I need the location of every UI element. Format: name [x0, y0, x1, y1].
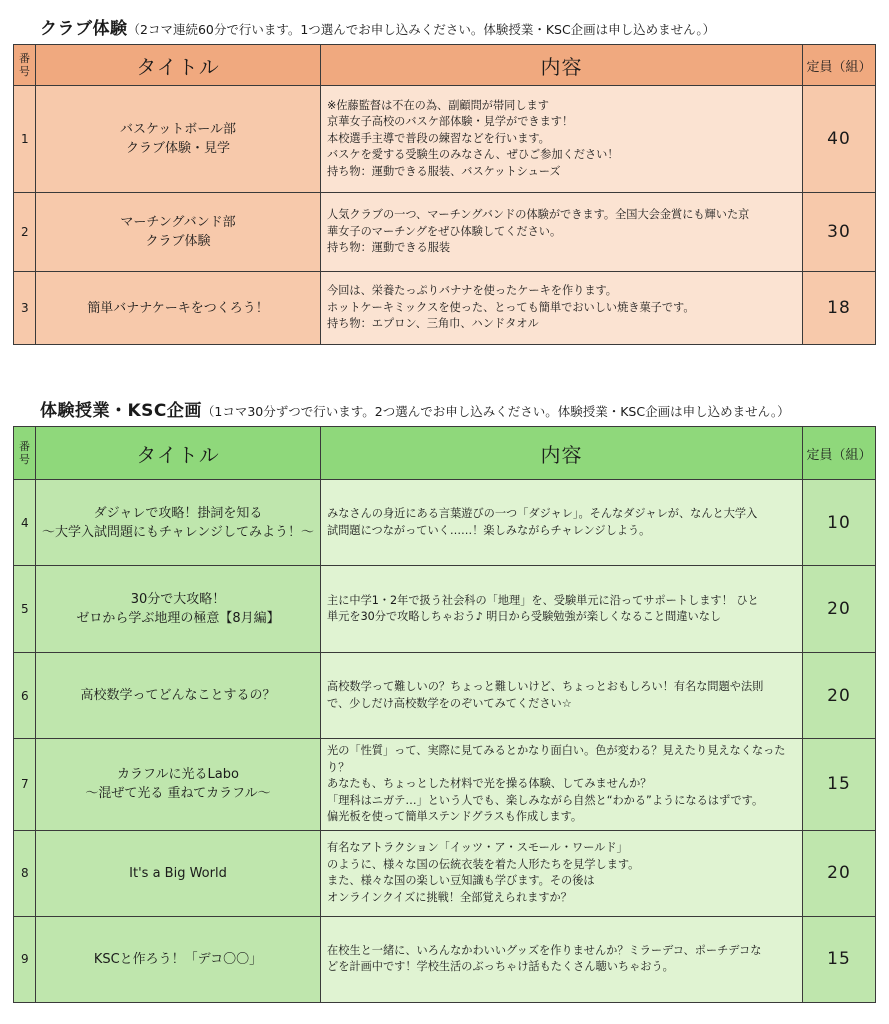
row-number: 5 — [14, 566, 36, 653]
row-title: マーチングバンド部 クラブ体験 — [36, 193, 321, 272]
row-title: It's a Big World — [36, 830, 321, 916]
row-content: 高校数学って難しいの？ちょっと難しいけど、ちょっとおもしろい！有名な問題や法則 で、少しだけ高校数学をのぞいてみてください☆ — [321, 653, 803, 739]
row-title: ダジャレで攻略！掛詞を知る ～大学入試問題にもチャレンジしてみよう！～ — [36, 480, 321, 566]
row-number: 3 — [14, 272, 36, 345]
content-header: 内容 — [321, 45, 803, 86]
table-row — [14, 86, 876, 193]
trial-section-heading: 体験授業・KSC企画 — [40, 401, 202, 421]
row-number: 1 — [14, 86, 36, 193]
club-section-title — [40, 14, 715, 39]
num-header: 番 号 — [14, 427, 36, 480]
row-number: 4 — [14, 480, 36, 566]
row-content: みなさんの身近にある言葉遊びの一つ「ダジャレ」。そんなダジャレが、なんと大学入 試問題につながっていく……！楽しみながらチャレンジしよう。 — [321, 480, 803, 566]
row-number: 6 — [14, 653, 36, 739]
row-title: バスケットボール部 クラブ体験・見学 — [36, 86, 321, 193]
row-number: 2 — [14, 193, 36, 272]
table-row — [14, 830, 876, 916]
row-number: 9 — [14, 916, 36, 1002]
club-section-heading: クラブ体験 — [40, 19, 128, 39]
row-title: KSCと作ろう！「デコ〇〇」 — [36, 916, 321, 1002]
row-content: 人気クラブの一つ、マーチングバンドの体験ができます。全国大会金賞にも輝いた京 華女子のマーチングをぜひ体験してください。 持ち物：運動できる服装 — [321, 193, 803, 272]
num-header: 番 号 — [14, 45, 36, 86]
trial-section-note: （1コマ30分ずつで行います。2つ選んでお申し込みください。体験授業・KSC企画は申し込めません。） — [201, 404, 790, 419]
row-capacity: 40 — [803, 86, 876, 193]
row-capacity: 10 — [803, 480, 876, 566]
title-header: タイトル — [36, 45, 321, 86]
row-number: 7 — [14, 739, 36, 831]
trial-section-title — [40, 396, 790, 421]
row-content: ※佐藤監督は不在の為、副顧問が帯同します 京華女子高校のバスケ部体験・見学ができます！ 本校選手主導で普段の練習などを行います。 バスケを愛する受験生のみなさん、ぜひご参加ください！ 持ち物：運動できる服装、バスケットシューズ — [321, 86, 803, 193]
row-number: 8 — [14, 830, 36, 916]
table-row — [14, 916, 876, 1002]
row-title: 30分で大攻略！ ゼロから学ぶ地理の極意【8月編】 — [36, 566, 321, 653]
club-header-row — [14, 45, 876, 86]
row-capacity: 20 — [803, 830, 876, 916]
table-row — [14, 739, 876, 831]
content-header: 内容 — [321, 427, 803, 480]
row-capacity: 15 — [803, 739, 876, 831]
row-title: カラフルに光るLabo ～混ぜて光る 重ねてカラフル～ — [36, 739, 321, 831]
row-content: 在校生と一緒に、いろんなかわいいグッズを作りませんか？ミラーデコ、ポーチデコな どを計画中です！学校生活のぶっちゃけ話もたくさん聴いちゃおう。 — [321, 916, 803, 1002]
trial-header-row — [14, 427, 876, 480]
capacity-header: 定員（組） — [803, 45, 876, 86]
table-row — [14, 653, 876, 739]
row-content: 今回は、栄養たっぷりバナナを使ったケーキを作ります。 ホットケーキミックスを使った、とっても簡単でおいしい焼き菓子です。 持ち物：エプロン、三角巾、ハンドタオル — [321, 272, 803, 345]
table-row — [14, 566, 876, 653]
row-capacity: 18 — [803, 272, 876, 345]
table-row — [14, 193, 876, 272]
table-row — [14, 480, 876, 566]
club-table — [13, 44, 876, 345]
table-row — [14, 272, 876, 345]
trial-table — [13, 426, 876, 1003]
row-title: 簡単バナナケーキをつくろう！ — [36, 272, 321, 345]
row-capacity: 20 — [803, 653, 876, 739]
club-section-note: （2コマ連続60分で行います。1つ選んでお申し込みください。体験授業・KSC企画は申し込めません。） — [127, 22, 716, 37]
row-title: 高校数学ってどんなことするの？ — [36, 653, 321, 739]
title-header: タイトル — [36, 427, 321, 480]
row-capacity: 15 — [803, 916, 876, 1002]
row-capacity: 20 — [803, 566, 876, 653]
row-content: 有名なアトラクション「イッツ・ア・スモール・ワールド」 のように、様々な国の伝統衣装を着た人形たちを見学します。 また、様々な国の楽しい豆知識も学びます。その後は オンラインクイズに挑戦！全部覚えられますか？ — [321, 830, 803, 916]
capacity-header: 定員（組） — [803, 427, 876, 480]
row-content: 光の「性質」って、実際に見てみるとかなり面白い。色が変わる？見えたり見えなくなったり？ あなたも、ちょっとした材料で光を操る体験、してみませんか？ 「理科はニガテ…」という人でも、楽しみながら自然と“わかる”ようになるはずです。 偏光板を使って簡単ステンドグラスも作成します。 — [321, 739, 803, 831]
row-content: 主に中学1・2年で扱う社会科の「地理」を、受験単元に沿ってサポートします！ ひと 単元を30分で攻略しちゃおう♪ 明日から受験勉強が楽しくなること間違いなし — [321, 566, 803, 653]
row-capacity: 30 — [803, 193, 876, 272]
